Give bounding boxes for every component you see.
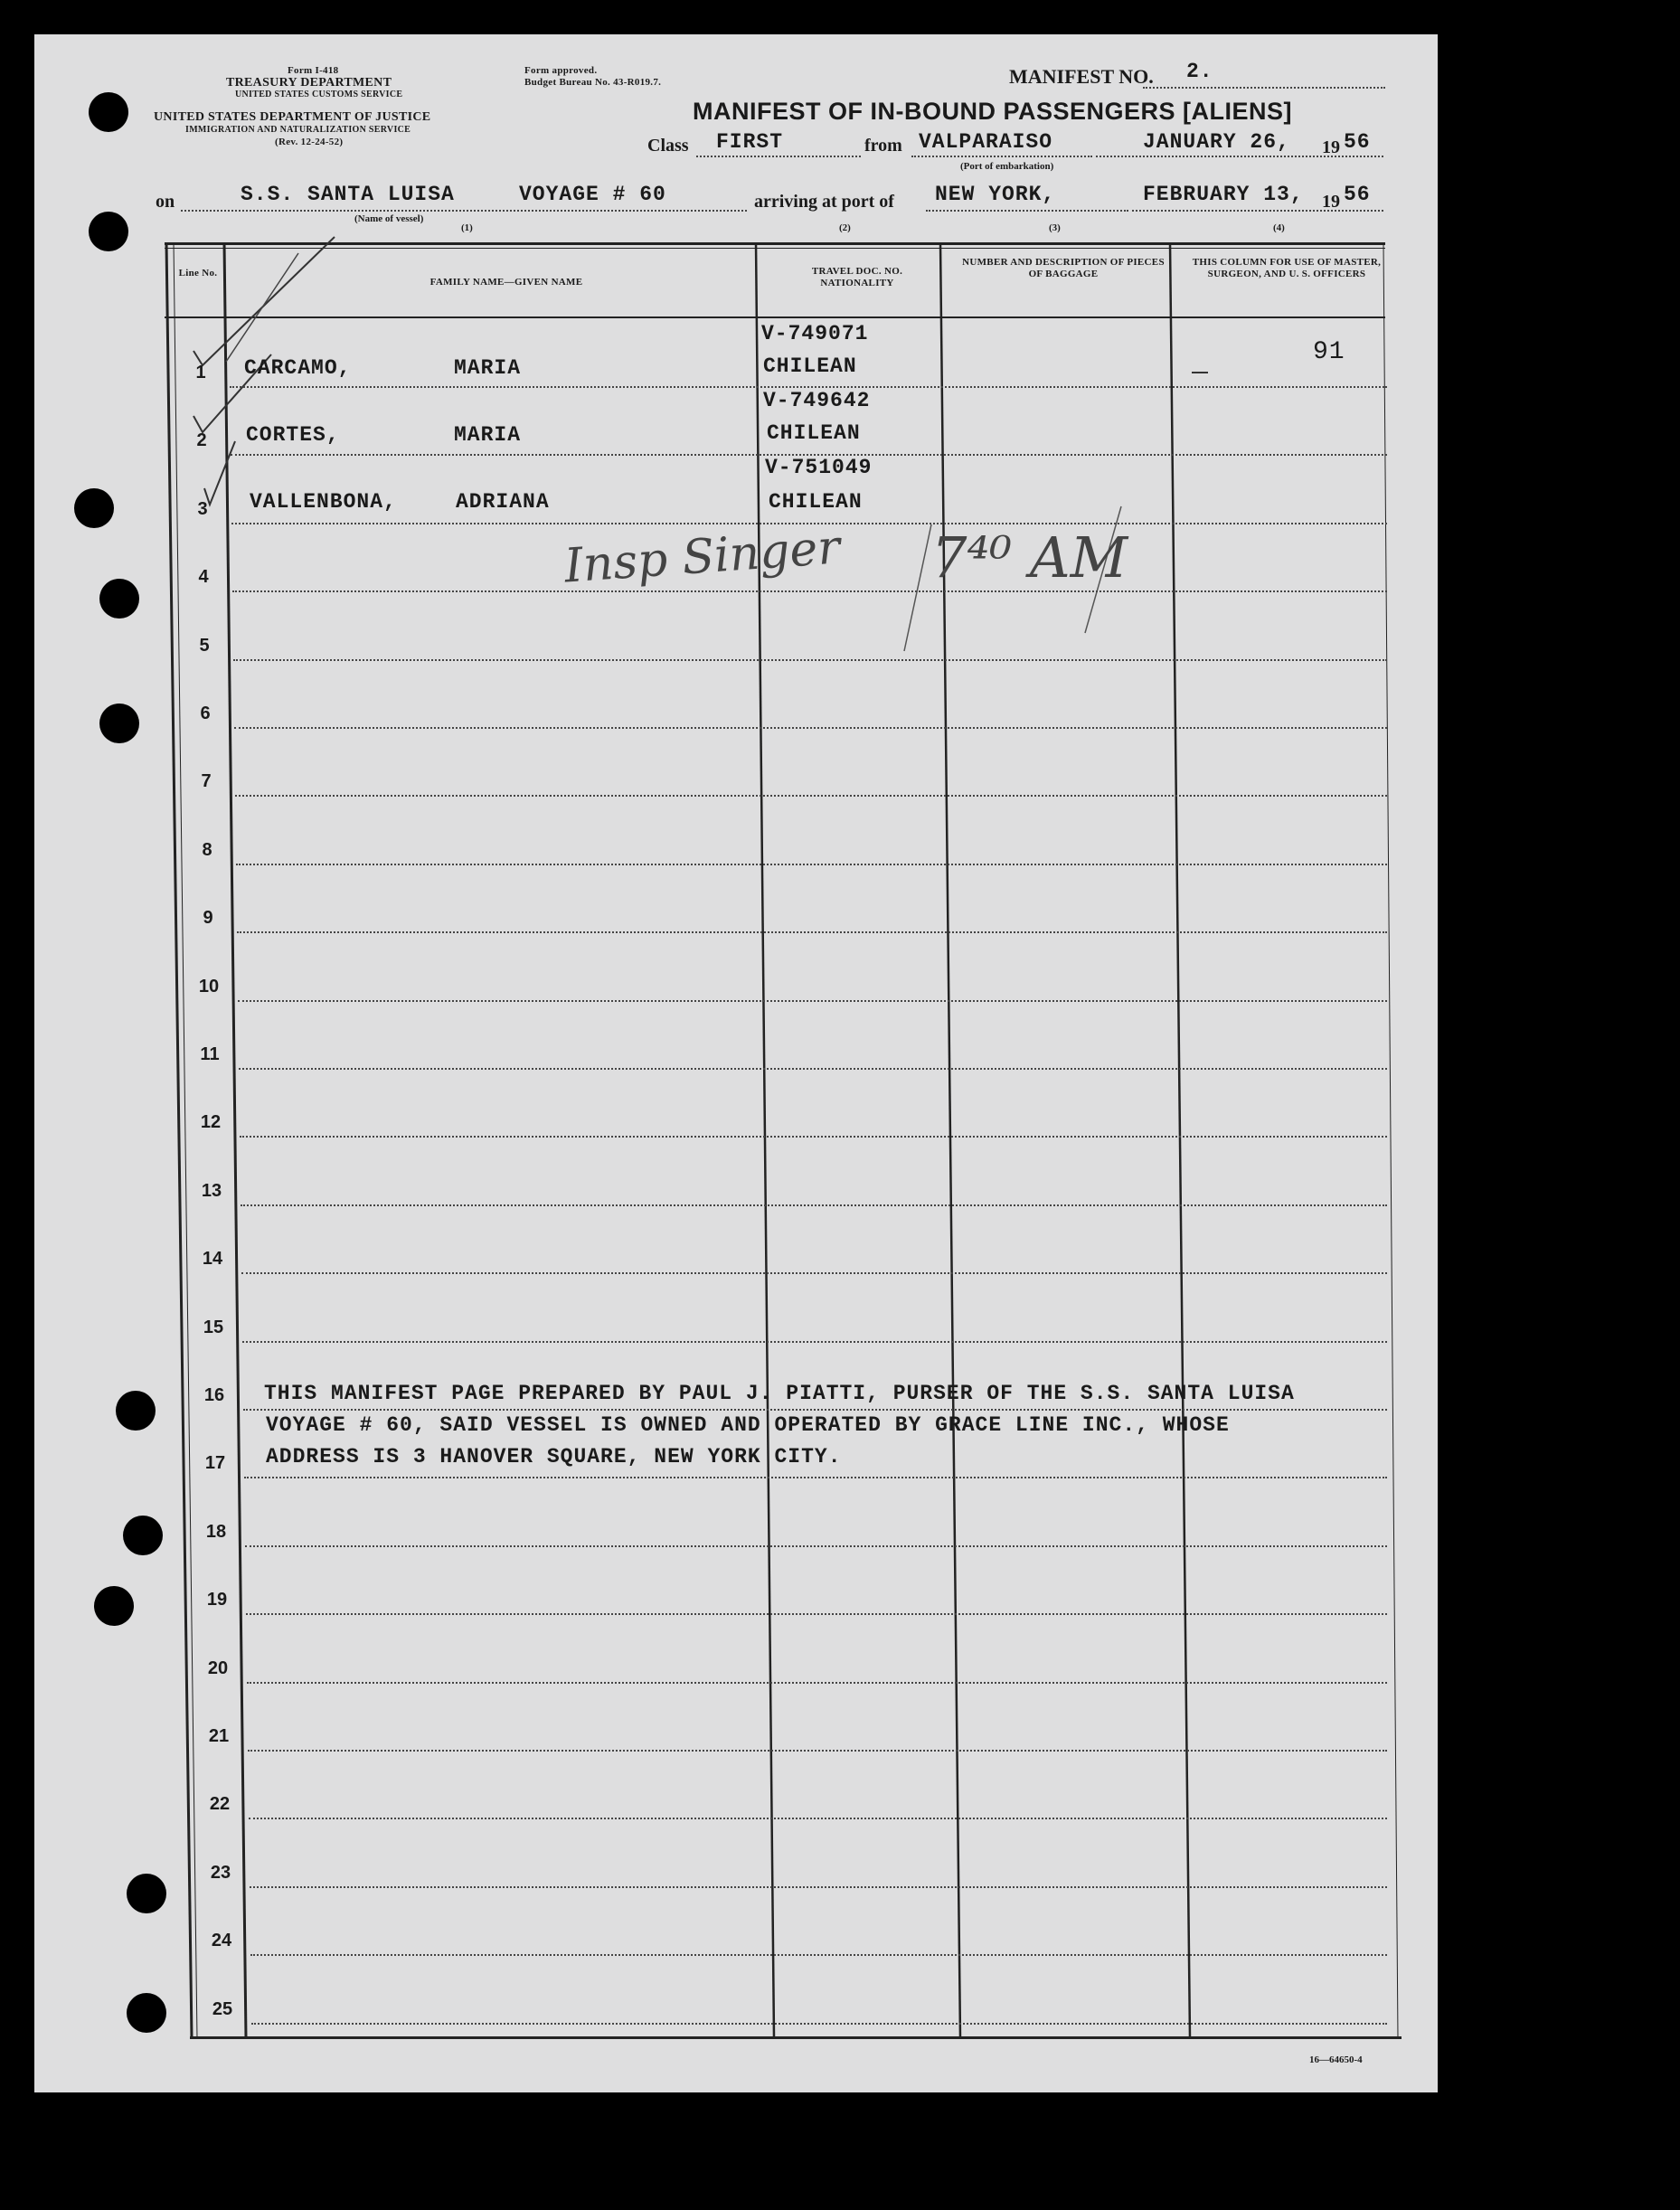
passenger-given-name: MARIA <box>454 423 522 447</box>
row-number: 3 <box>197 498 208 519</box>
row-number: 25 <box>212 1998 233 2019</box>
vessel-caption: (Name of vessel) <box>354 213 424 224</box>
row-number: 11 <box>200 1044 220 1064</box>
row-rule <box>247 1682 1387 1684</box>
row-number: 22 <box>209 1794 231 1815</box>
row-rule <box>238 1000 1387 1002</box>
statement-line: ADDRESS IS 3 HANOVER SQUARE, NEW YORK CITY. <box>266 1445 842 1469</box>
row-rule <box>251 2023 1387 2025</box>
passenger-doc: V-749071 <box>761 322 869 345</box>
header-line-no: Line No. <box>178 268 218 279</box>
treasury-dept: TREASURY DEPARTMENT <box>226 76 392 90</box>
row-rule <box>234 727 1387 729</box>
print-code: 16—64650-4 <box>1309 2054 1363 2065</box>
arrival-year: 56 <box>1344 183 1371 206</box>
row-rule <box>249 1818 1387 1819</box>
dept-justice: UNITED STATES DEPARTMENT OF JUSTICE <box>154 110 431 124</box>
row-rule <box>239 1068 1387 1070</box>
arrival-date: FEBRUARY 13, <box>1143 183 1304 206</box>
row-rule <box>250 1886 1387 1888</box>
row-number: 23 <box>210 1862 231 1883</box>
depart-date: JANUARY 26, <box>1143 130 1290 154</box>
col1-caption: (1) <box>461 222 473 233</box>
arrival-year-prefix: 19 <box>1322 192 1340 212</box>
header-travel-doc: TRAVEL DOC. NO. NATIONALITY <box>811 266 903 288</box>
row-number: 24 <box>211 1931 232 1951</box>
row-rule <box>232 590 1387 592</box>
passenger-nationality: CHILEAN <box>763 354 857 378</box>
passenger-nationality: CHILEAN <box>769 490 863 514</box>
row-rule <box>235 795 1387 797</box>
row-number: 17 <box>204 1453 226 1474</box>
passenger-family-name: CORTES, <box>246 423 340 447</box>
passenger-family-name: VALLENBONA, <box>250 490 397 514</box>
row-rule <box>244 1477 1387 1478</box>
row-rule <box>242 1341 1387 1343</box>
row-rule <box>237 931 1387 933</box>
row-number: 5 <box>199 635 210 656</box>
passenger-doc: V-749642 <box>763 389 871 412</box>
row-number: 10 <box>198 976 220 996</box>
arriving-label: arriving at port of <box>754 192 894 212</box>
class-label: Class <box>647 136 689 156</box>
officer-note: 91 <box>1313 338 1345 366</box>
row-number: 19 <box>206 1590 228 1610</box>
inspector-signature: Insp Singer <box>562 520 842 594</box>
manifest-no: 2. <box>1186 60 1213 83</box>
row-rule <box>241 1204 1387 1206</box>
row-rule <box>230 386 1387 388</box>
row-number: 6 <box>200 704 211 723</box>
class-value: FIRST <box>716 130 784 154</box>
row-rule <box>236 864 1387 865</box>
row-number: 7 <box>201 771 212 792</box>
ins-service: IMMIGRATION AND NATURALIZATION SERVICE <box>185 125 411 135</box>
row-number: 4 <box>198 567 209 588</box>
customs-service: UNITED STATES CUSTOMS SERVICE <box>235 90 403 99</box>
col4-caption: (4) <box>1273 222 1285 233</box>
header-baggage: NUMBER AND DESCRIPTION OF PIECES OF BAGGAGE <box>962 257 1165 279</box>
header-officers: THIS COLUMN FOR USE OF MASTER, SURGEON, AND U. S. OFFICERS <box>1192 257 1382 279</box>
manifest-no-label: MANIFEST NO. <box>1009 65 1154 88</box>
passenger-given-name: MARIA <box>454 356 522 380</box>
row-rule <box>250 1954 1387 1956</box>
row-number: 16 <box>203 1385 225 1405</box>
from-value: VALPARAISO <box>919 130 1053 154</box>
row-rule <box>233 659 1387 661</box>
row-number: 21 <box>208 1726 230 1746</box>
statement-line: THIS MANIFEST PAGE PREPARED BY PAUL J. PIATTI, PURSER OF THE S.S. SANTA LUISA <box>264 1382 1295 1405</box>
passenger-given-name: ADRIANA <box>456 490 550 514</box>
row-number: 8 <box>202 839 212 860</box>
row-rule <box>246 1613 1387 1615</box>
row-number: 1 <box>195 363 206 382</box>
row-number: 2 <box>196 430 207 451</box>
port-embarkation-caption: (Port of embarkation) <box>960 161 1054 172</box>
page-title: MANIFEST OF IN-BOUND PASSENGERS [ALIENS] <box>693 98 1293 125</box>
form-number: Form I-418 <box>288 65 339 76</box>
row-number: 15 <box>203 1317 224 1337</box>
arrival-port: NEW YORK, <box>935 183 1056 206</box>
voyage-number: VOYAGE # 60 <box>519 183 666 206</box>
row-number: 9 <box>203 908 213 929</box>
form-approved: Form approved. <box>524 65 598 76</box>
depart-year-prefix: 19 <box>1322 137 1340 157</box>
row-rule <box>248 1750 1387 1752</box>
passenger-doc: V-751049 <box>765 456 873 479</box>
row-rule <box>243 1409 1387 1411</box>
statement-line: VOYAGE # 60, SAID VESSEL IS OWNED AND OPERATED BY GRACE LINE INC., WHOSE <box>266 1413 1230 1437</box>
header-name: FAMILY NAME—GIVEN NAME <box>429 277 583 288</box>
vessel-name: S.S. SANTA LUISA <box>241 183 455 206</box>
col3-caption: (3) <box>1049 222 1061 233</box>
form-revision: (Rev. 12-24-52) <box>275 137 344 147</box>
from-label: from <box>864 136 902 156</box>
row-rule <box>240 1136 1387 1138</box>
row-number: 20 <box>207 1658 229 1678</box>
row-rule <box>241 1272 1387 1274</box>
row-number: 12 <box>200 1112 222 1133</box>
row-number: 18 <box>205 1521 227 1542</box>
on-label: on <box>156 192 175 212</box>
inspection-time: 7⁴⁰ AM <box>931 524 1128 590</box>
passenger-nationality: CHILEAN <box>767 421 861 445</box>
col2-caption: (2) <box>839 222 851 233</box>
depart-year: 56 <box>1344 130 1371 154</box>
row-number: 13 <box>201 1180 222 1201</box>
budget-bureau: Budget Bureau No. 43-R019.7. <box>524 77 662 88</box>
passenger-family-name: CARCAMO, <box>244 356 352 380</box>
row-rule <box>245 1545 1387 1547</box>
row-number: 14 <box>202 1249 223 1270</box>
